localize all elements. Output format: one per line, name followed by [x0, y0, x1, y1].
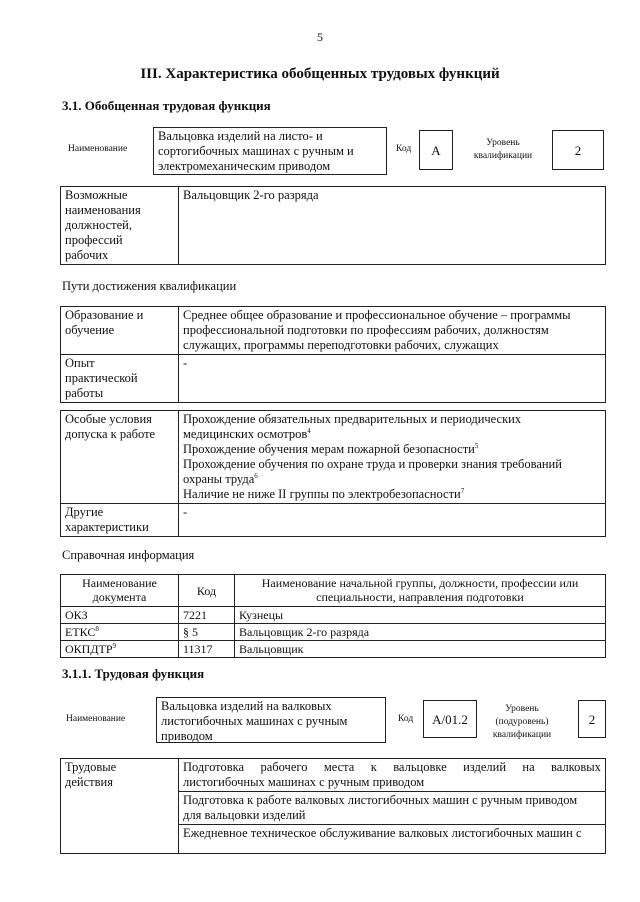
table-row	[61, 759, 606, 792]
row-label	[61, 307, 179, 355]
table-row	[61, 307, 606, 355]
reference-info-title: Справочная информация	[62, 548, 195, 562]
action-line: листогибочных машинах с ручным приводом	[183, 775, 425, 789]
function-name-line: приводом	[161, 729, 213, 743]
level-label-line: Уровень	[505, 704, 539, 714]
label-line: наименования	[65, 203, 141, 217]
level-label-line: Уровень	[486, 138, 520, 148]
label-line: Другие	[65, 505, 104, 519]
level-value: 2	[578, 700, 606, 738]
function-name-line: электромеханическим приводом	[158, 159, 331, 173]
function-name-line: Вальцовка изделий на листо- и	[158, 129, 323, 143]
function-name-line: сортогибочных машинах с ручным и	[158, 144, 354, 158]
level-label	[486, 703, 558, 742]
code-label: Код	[396, 144, 412, 154]
condition-line: медицинских осмотров$^4$	[183, 426, 311, 441]
labor-action	[179, 825, 606, 854]
table-row	[61, 355, 606, 403]
cell-document: ОКЗ	[61, 607, 179, 624]
row-value	[179, 411, 606, 504]
row-label	[61, 504, 179, 537]
action-line: Подготовка рабочего места к вальцовке изделий на валковых	[183, 760, 601, 774]
row-label	[61, 759, 179, 854]
label-line: допуска к работе	[65, 427, 156, 441]
label-line: Опыт	[65, 356, 95, 370]
row-label	[61, 411, 179, 504]
level-label-line: квалификации	[473, 151, 533, 161]
name-label: Наименование	[68, 144, 128, 154]
header-line: специальности, направления подготовки	[316, 590, 524, 604]
row-value	[179, 307, 606, 355]
table-row	[61, 411, 606, 504]
level-label-line: (подуровень)	[495, 717, 549, 727]
label-line: Особые условия	[65, 412, 152, 426]
table-row	[61, 607, 606, 624]
labor-action	[179, 792, 606, 825]
condition-line: Прохождение обучения мерам пожарной безопасности$^5$	[183, 441, 479, 456]
label-line: Трудовые	[65, 760, 117, 774]
action-line: Ежедневное техническое обслуживание валковых листогибочных машин с	[183, 826, 582, 840]
reference-table	[60, 574, 606, 658]
code-label: Код	[398, 714, 414, 724]
action-line: Подготовка к работе валковых листогибочных машин с ручным приводом	[183, 793, 578, 807]
header-name	[235, 575, 606, 607]
label-line: работы	[65, 386, 104, 400]
cell-code: 7221	[179, 607, 235, 624]
label-line: характеристики	[65, 520, 149, 534]
condition-line: охраны труда$^6$	[183, 471, 258, 486]
label-line: Образование и	[65, 308, 144, 322]
section-title: 3.1. Обобщенная трудовая функция	[62, 98, 271, 113]
row-value: -	[179, 504, 606, 537]
cell-document: ЕТКС$^8$	[61, 624, 179, 641]
positions-table	[60, 186, 606, 265]
header-document	[61, 575, 179, 607]
label-line: профессий	[65, 233, 123, 247]
function-name-line: листогибочных машинах с ручным	[161, 714, 348, 728]
table-header-row	[61, 575, 606, 607]
label-line: рабочих	[65, 248, 109, 262]
table-row	[61, 624, 606, 641]
cell-code: § 5	[179, 624, 235, 641]
value-line: профессиональной подготовки по профессиям рабочих, должностям	[183, 323, 549, 337]
page-title: III. Характеристика обобщенных трудовых функций	[140, 66, 500, 82]
cell-name: Кузнецы	[235, 607, 606, 624]
cell-name: Вальцовщик 2-го разряда	[235, 624, 606, 641]
cell-name: Вальцовщик	[235, 641, 606, 658]
positions-label	[61, 187, 179, 265]
label-line: обучение	[65, 323, 115, 337]
function-name-box	[156, 697, 386, 743]
table-row	[61, 641, 606, 658]
function-name-box	[153, 127, 387, 175]
label-line: Возможные	[65, 188, 128, 202]
action-line: для вальцовки изделий	[183, 808, 306, 822]
header-code: Код	[179, 575, 235, 607]
code-value: A	[419, 130, 453, 170]
qualification-paths-title: Пути достижения квалификации	[62, 279, 237, 293]
value-line: служащих, программы переподготовки рабочих, служащих	[183, 338, 499, 352]
cell-code: 11317	[179, 641, 235, 658]
row-label	[61, 355, 179, 403]
positions-value: Вальцовщик 2-го разряда	[179, 187, 606, 265]
code-value: A/01.2	[423, 700, 477, 738]
page-number: 5	[317, 30, 323, 44]
qualification-table	[60, 306, 606, 403]
level-label-line: квалификации	[492, 730, 552, 740]
condition-line: Прохождение обучения по охране труда и проверки знания требований	[183, 457, 562, 471]
table-row	[61, 504, 606, 537]
label-line: действия	[65, 775, 113, 789]
special-conditions-table	[60, 410, 606, 537]
row-value: -	[179, 355, 606, 403]
condition-line: Наличие не ниже II группы по электробезопасности$^7$	[183, 486, 465, 501]
labor-actions-table	[60, 758, 606, 854]
cell-document: ОКПДТР$^9$	[61, 641, 179, 658]
label-line: практической	[65, 371, 138, 385]
label-line: должностей,	[65, 218, 132, 232]
header-line: Наименование начальной группы, должности, профессии или	[261, 576, 579, 590]
header-line: Наименование	[82, 576, 157, 590]
function-name-line: Вальцовка изделий на валковых	[161, 699, 332, 713]
condition-line: Прохождение обязательных предварительных и периодических	[183, 412, 522, 426]
value-line: Среднее общее образование и профессиональное обучение – программы	[183, 308, 571, 322]
header-line: документа	[92, 590, 147, 604]
subsection-title: 3.1.1. Трудовая функция	[62, 666, 205, 681]
name-label: Наименование	[66, 714, 126, 724]
level-value: 2	[552, 130, 604, 170]
level-label	[466, 137, 540, 163]
labor-action	[179, 759, 606, 792]
